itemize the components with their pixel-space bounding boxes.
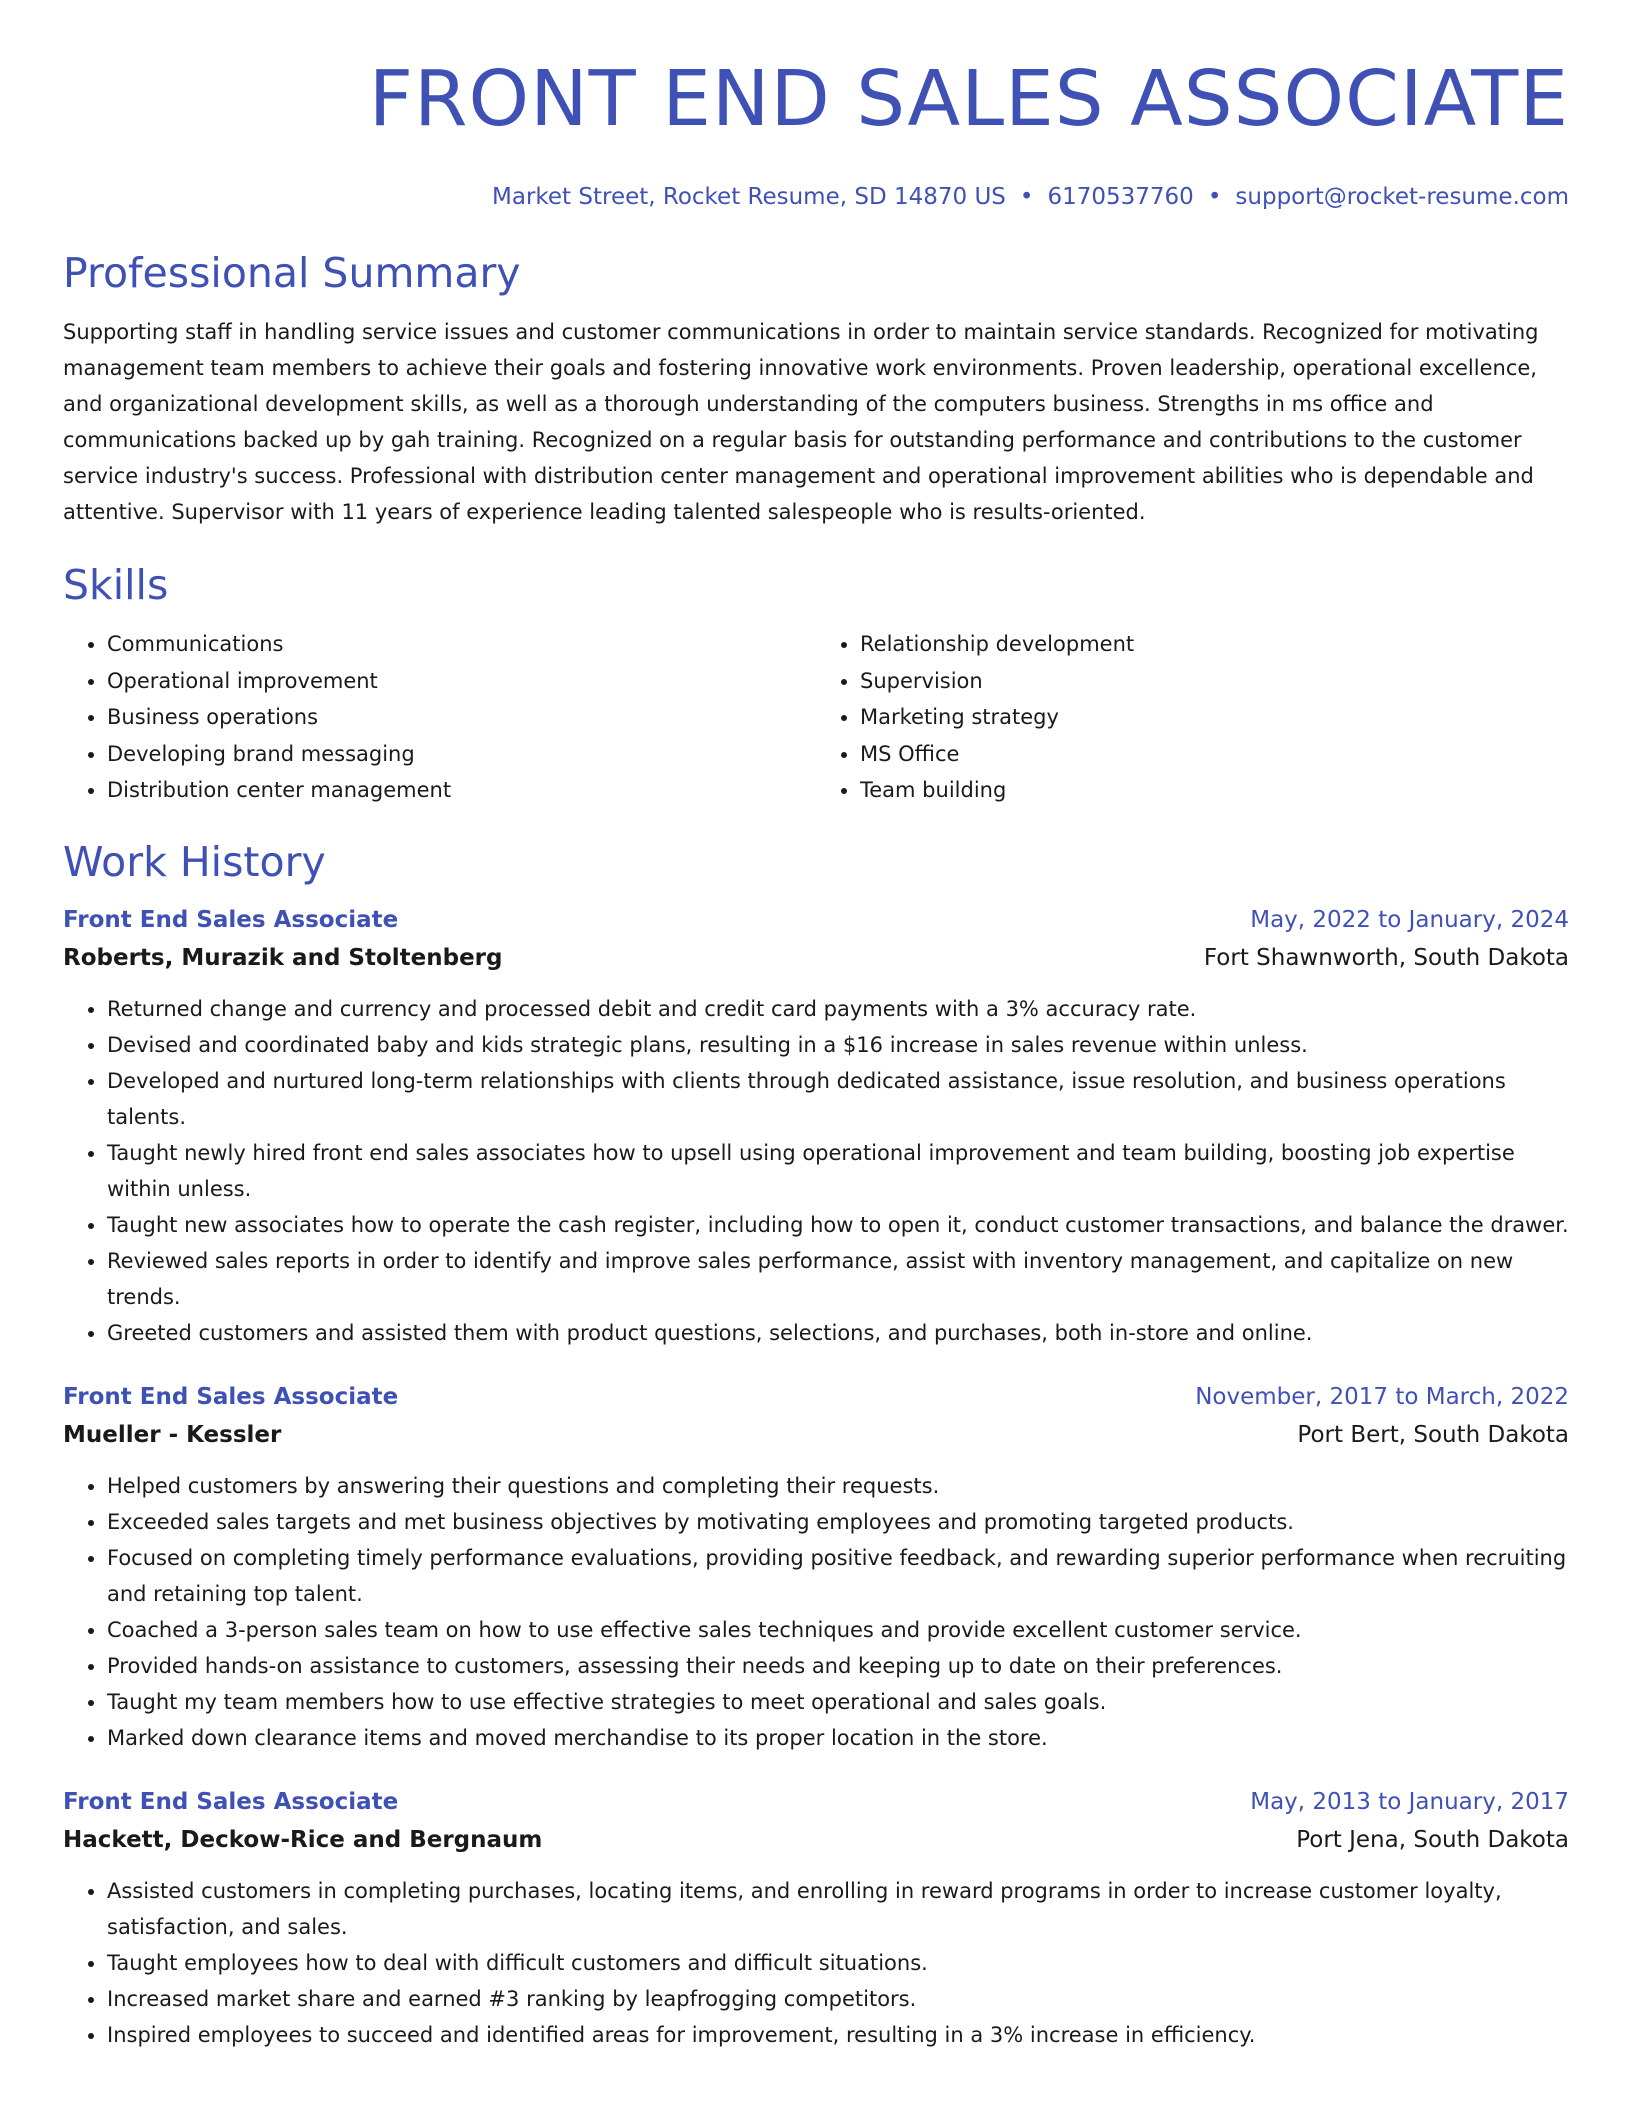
contact-line [63,182,1569,212]
job-bullet: • Developed and nurtured long-term relationships with clients through dedicated assistance, issue resolution, and business operations talents. [107,1063,1569,1135]
job-bullet-list [63,1873,1569,2053]
job-bullet: • Taught new associates how to operate the cash register, including how to open it, conduct customer transactions, and balance the drawer. [107,1207,1569,1243]
job-bullet-list [63,1468,1569,1756]
skill-item: • Developing brand messaging [107,736,816,773]
job-bullet: • Taught newly hired front end sales associates how to upsell using operational improvement and team building, boosting job expertise within unless. [107,1135,1569,1207]
professional-summary-heading: Professional Summary [63,249,521,297]
skill-item: • Supervision [860,663,1569,700]
job-company: Hackett, Deckow-Rice and Bergnaum [63,1826,543,1853]
job-entry [63,1378,1569,1756]
skills-column-right [816,626,1569,809]
job-location: Fort Shawnworth, South Dakota [1203,944,1569,971]
skills-column-left [63,626,816,809]
job-location: Port Jena, South Dakota [1296,1826,1569,1853]
job-company-row [63,939,1569,977]
contact-separator: • [1207,184,1222,210]
job-title: Front End Sales Associate [63,1383,399,1410]
job-dates: November, 2017 to March, 2022 [1195,1383,1569,1410]
skill-item: • Distribution center management [107,772,816,809]
job-company: Roberts, Murazik and Stoltenberg [63,944,503,971]
job-header-row [63,901,1569,939]
job-bullet-list [63,991,1569,1351]
job-entry [63,1783,1569,2053]
job-company-row [63,1416,1569,1454]
job-title: Front End Sales Associate [63,906,399,933]
job-header-row [63,1378,1569,1416]
skill-item: • MS Office [860,736,1569,773]
job-bullet: • Focused on completing timely performance evaluations, providing positive feedback, and rewarding superior performance when recruiting and retaining top talent. [107,1540,1569,1612]
job-bullet: • Increased market share and earned #3 ranking by leapfrogging competitors. [107,1981,1569,2017]
job-header-row [63,1783,1569,1821]
professional-summary-text: Supporting staff in handling service issues and customer communications in order to maintain service standards. Recognized for motivating management team members to achieve their goals and fostering innovative work environments. Proven leadership, operational excellence, and organizational development skills, as well as a thorough understanding of the computers business. Strengths in ms office and communications backed up by gah training. Recognized on a regular basis for outstanding performance and contributions to the customer service industry's success. Professional with distribution center management and operational improvement abilities who is dependable and attentive. Supervisor with 11 years of experience leading talented salespeople who is results-oriented. [63,320,1539,524]
job-bullet: • Helped customers by answering their questions and completing their requests. [107,1468,1569,1504]
job-location: Port Bert, South Dakota [1297,1421,1569,1448]
contact-address: Market Street, Rocket Resume, SD 14870 US [492,184,1006,210]
job-entry [63,901,1569,1351]
job-bullet: • Taught employees how to deal with difficult customers and difficult situations. [107,1945,1569,1981]
resume-title: FRONT END SALES ASSOCIATE [368,55,1569,144]
skills-heading: Skills [63,561,169,609]
job-bullet: • Coached a 3-person sales team on how to use effective sales techniques and provide excellent customer service. [107,1612,1569,1648]
job-bullet: • Assisted customers in completing purchases, locating items, and enrolling in reward programs in order to increase customer loyalty, satisfaction, and sales. [107,1873,1569,1945]
job-bullet: • Greeted customers and assisted them with product questions, selections, and purchases, both in-store and online. [107,1315,1569,1351]
job-bullet: • Inspired employees to succeed and identified areas for improvement, resulting in a 3% increase in efficiency. [107,2017,1569,2053]
job-title: Front End Sales Associate [63,1788,399,1815]
skill-item: • Business operations [107,699,816,736]
contact-separator: • [1019,184,1034,210]
skill-item: • Marketing strategy [860,699,1569,736]
job-bullet: • Devised and coordinated baby and kids strategic plans, resulting in a $16 increase in sales revenue within unless. [107,1027,1569,1063]
job-bullet: • Reviewed sales reports in order to identify and improve sales performance, assist with inventory management, and capitalize on new trends. [107,1243,1569,1315]
skill-item: • Relationship development [860,626,1569,663]
skill-item: • Communications [107,626,816,663]
skill-item: • Team building [860,772,1569,809]
job-dates: May, 2022 to January, 2024 [1250,906,1569,933]
contact-email[interactable]: support@rocket-resume.com [1235,184,1569,210]
job-bullet: • Taught my team members how to use effective strategies to meet operational and sales goals. [107,1684,1569,1720]
job-bullet: • Returned change and currency and processed debit and credit card payments with a 3% accuracy rate. [107,991,1569,1027]
job-company: Mueller - Kessler [63,1421,282,1448]
job-bullet: • Provided hands-on assistance to customers, assessing their needs and keeping up to date on their preferences. [107,1648,1569,1684]
job-company-row [63,1821,1569,1859]
work-history-heading: Work History [63,837,326,886]
job-dates: May, 2013 to January, 2017 [1250,1788,1569,1815]
skills-list [63,626,1569,809]
contact-phone[interactable]: 6170537760 [1047,184,1194,210]
job-bullet: • Exceeded sales targets and met business objectives by motivating employees and promoting targeted products. [107,1504,1569,1540]
job-bullet: • Marked down clearance items and moved merchandise to its proper location in the store. [107,1720,1569,1756]
skill-item: • Operational improvement [107,663,816,700]
